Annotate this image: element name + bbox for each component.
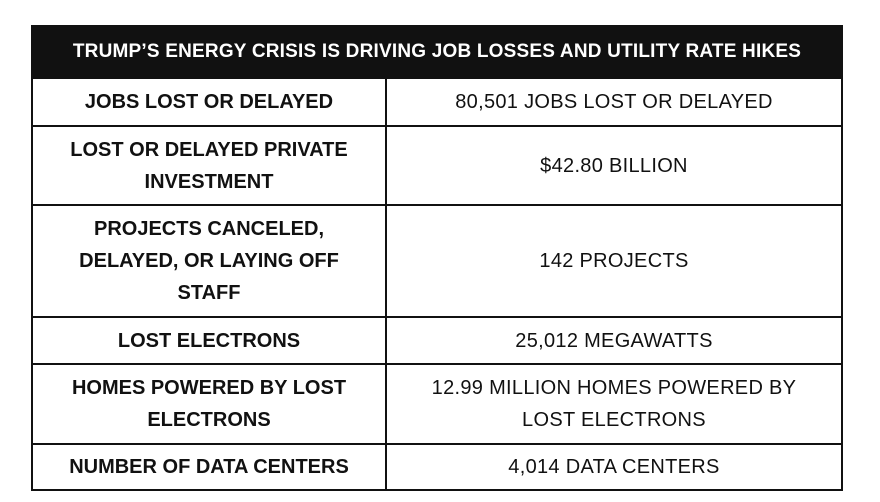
table-row-data-centers <box>33 443 841 489</box>
row-value: 12.99 MILLION HOMES POWERED BY LOST ELECTRONS <box>431 377 797 431</box>
row-value: 142 PROJECTS <box>539 250 689 272</box>
row-label: PROJECTS CANCELED, DELAYED, OR LAYING OFF STAFF <box>33 206 387 316</box>
row-label: JOBS LOST OR DELAYED <box>33 79 387 125</box>
table-row-investment <box>33 125 841 204</box>
row-label: LOST ELECTRONS <box>33 318 387 363</box>
row-value: 25,012 MEGAWATTS <box>515 329 713 352</box>
table-row-projects <box>33 204 841 316</box>
table-row-electrons <box>33 316 841 363</box>
table-row-jobs <box>33 77 841 125</box>
row-value: 4,014 DATA CENTERS <box>508 456 720 478</box>
row-value: 80,501 JOBS LOST OR DELAYED <box>455 91 773 113</box>
table-row-homes <box>33 363 841 443</box>
row-label: HOMES POWERED BY LOST ELECTRONS <box>33 365 387 443</box>
energy-crisis-table <box>31 25 843 491</box>
row-label: NUMBER OF DATA CENTERS <box>33 445 387 489</box>
row-value: $42.80 BILLION <box>540 154 688 177</box>
table-title: TRUMP’S ENERGY CRISIS IS DRIVING JOB LOSSES AND UTILITY RATE HIKES <box>33 27 841 77</box>
row-label: LOST OR DELAYED PRIVATE INVESTMENT <box>33 127 387 204</box>
